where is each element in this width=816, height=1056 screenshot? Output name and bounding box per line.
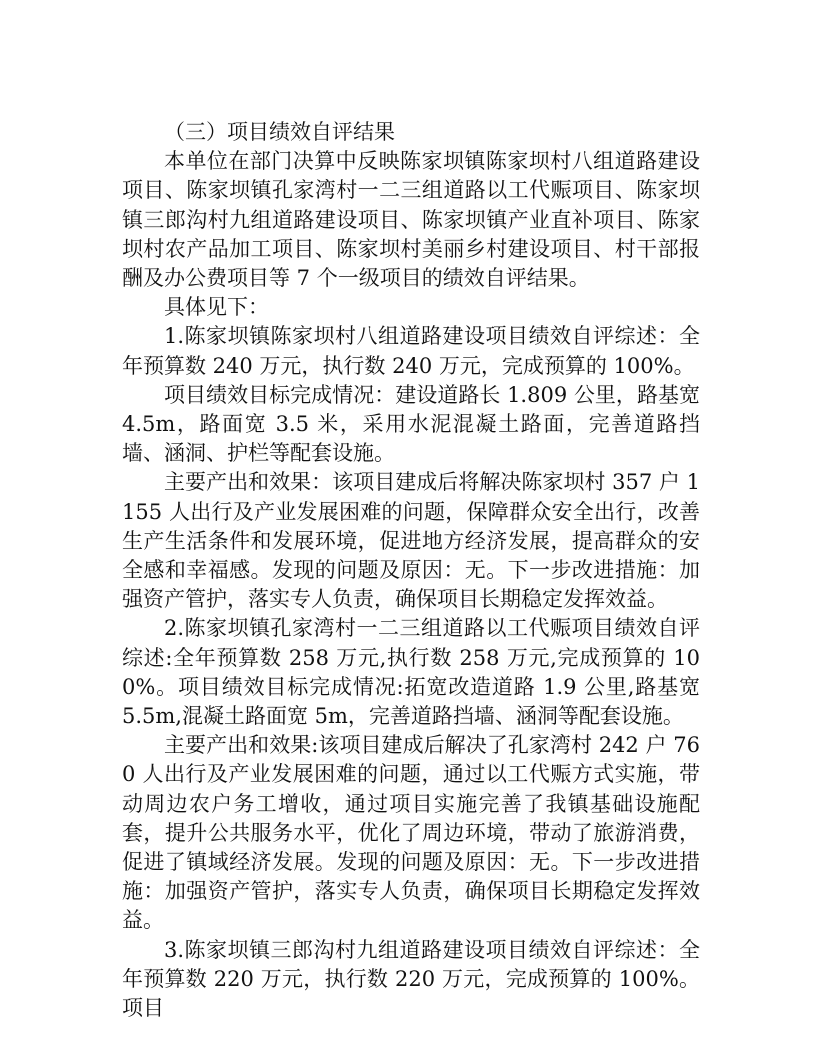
paragraph-project-1-outputs: 主要产出和效果：该项目建成后将解决陈家坝村 357 户 1155 人出行及产业发展困难的问题，保障群众安全出行，改善生产生活条件和发展环境，促进地方经济发展，提高群众的安全感和幸福感。发现的问题及原因：无。下一步改进措施：加强资产管护，落实专人负责，确保项目长期稳定发挥效益。 — [122, 470, 700, 612]
paragraph-project-2-summary: 2.陈家坝镇孔家湾村一二三组道路以工代赈项目绩效自评综述:全年预算数 258 万元,执行数 258 万元,完成预算的 100%。项目绩效目标完成情况:拓宽改造道路 1.9 公里,路基宽 5.5m,混凝土路面宽 5m，完善道路挡墙、涵洞等配套设施。 — [122, 616, 700, 729]
section-heading: （三）项目绩效自评结果 — [164, 120, 395, 144]
paragraph-project-3-summary: 3.陈家坝镇三郎沟村九组道路建设项目绩效自评综述：全年预算数 220 万元，执行数 220 万元，完成预算的 100%。项目 — [122, 937, 700, 1021]
paragraph-project-1-targets: 项目绩效目标完成情况：建设道路长 1.809 公里，路基宽 4.5m，路面宽 3.5 米，采用水泥混凝土路面，完善道路挡墙、涵洞、护栏等配套设施。 — [122, 382, 700, 466]
paragraph-details-lead: 具体见下： — [164, 295, 269, 320]
paragraph-project-2-outputs: 主要产出和效果:该项目建成后解决了孔家湾村 242 户 760 人出行及产业发展困难的问题，通过以工代赈方式实施，带动周边农户务工增收，通过项目实施完善了我镇基础设施配套，提升公共服务水平，优化了周边环境，带动了旅游消费，促进了镇域经济发展。发现的问题及原因：无。下一步改进措施：加强资产管护，落实专人负责，确保项目长期稳定发挥效益。 — [122, 733, 700, 933]
paragraph-project-1-summary: 1.陈家坝镇陈家坝村八组道路建设项目绩效自评综述：全年预算数 240 万元，执行数 240 万元，完成预算的 100%。 — [122, 324, 700, 378]
document-page — [122, 118, 700, 1023]
paragraph-intro: 本单位在部门决算中反映陈家坝镇陈家坝村八组道路建设项目、陈家坝镇孔家湾村一二三组道路以工代赈项目、陈家坝镇三郎沟村九组道路建设项目、陈家坝镇产业直补项目、陈家坝村农产品加工项目、陈家坝村美丽乡村建设项目、村干部报酬及办公费项目等 7 个一级项目的绩效自评结果。 — [122, 149, 700, 291]
